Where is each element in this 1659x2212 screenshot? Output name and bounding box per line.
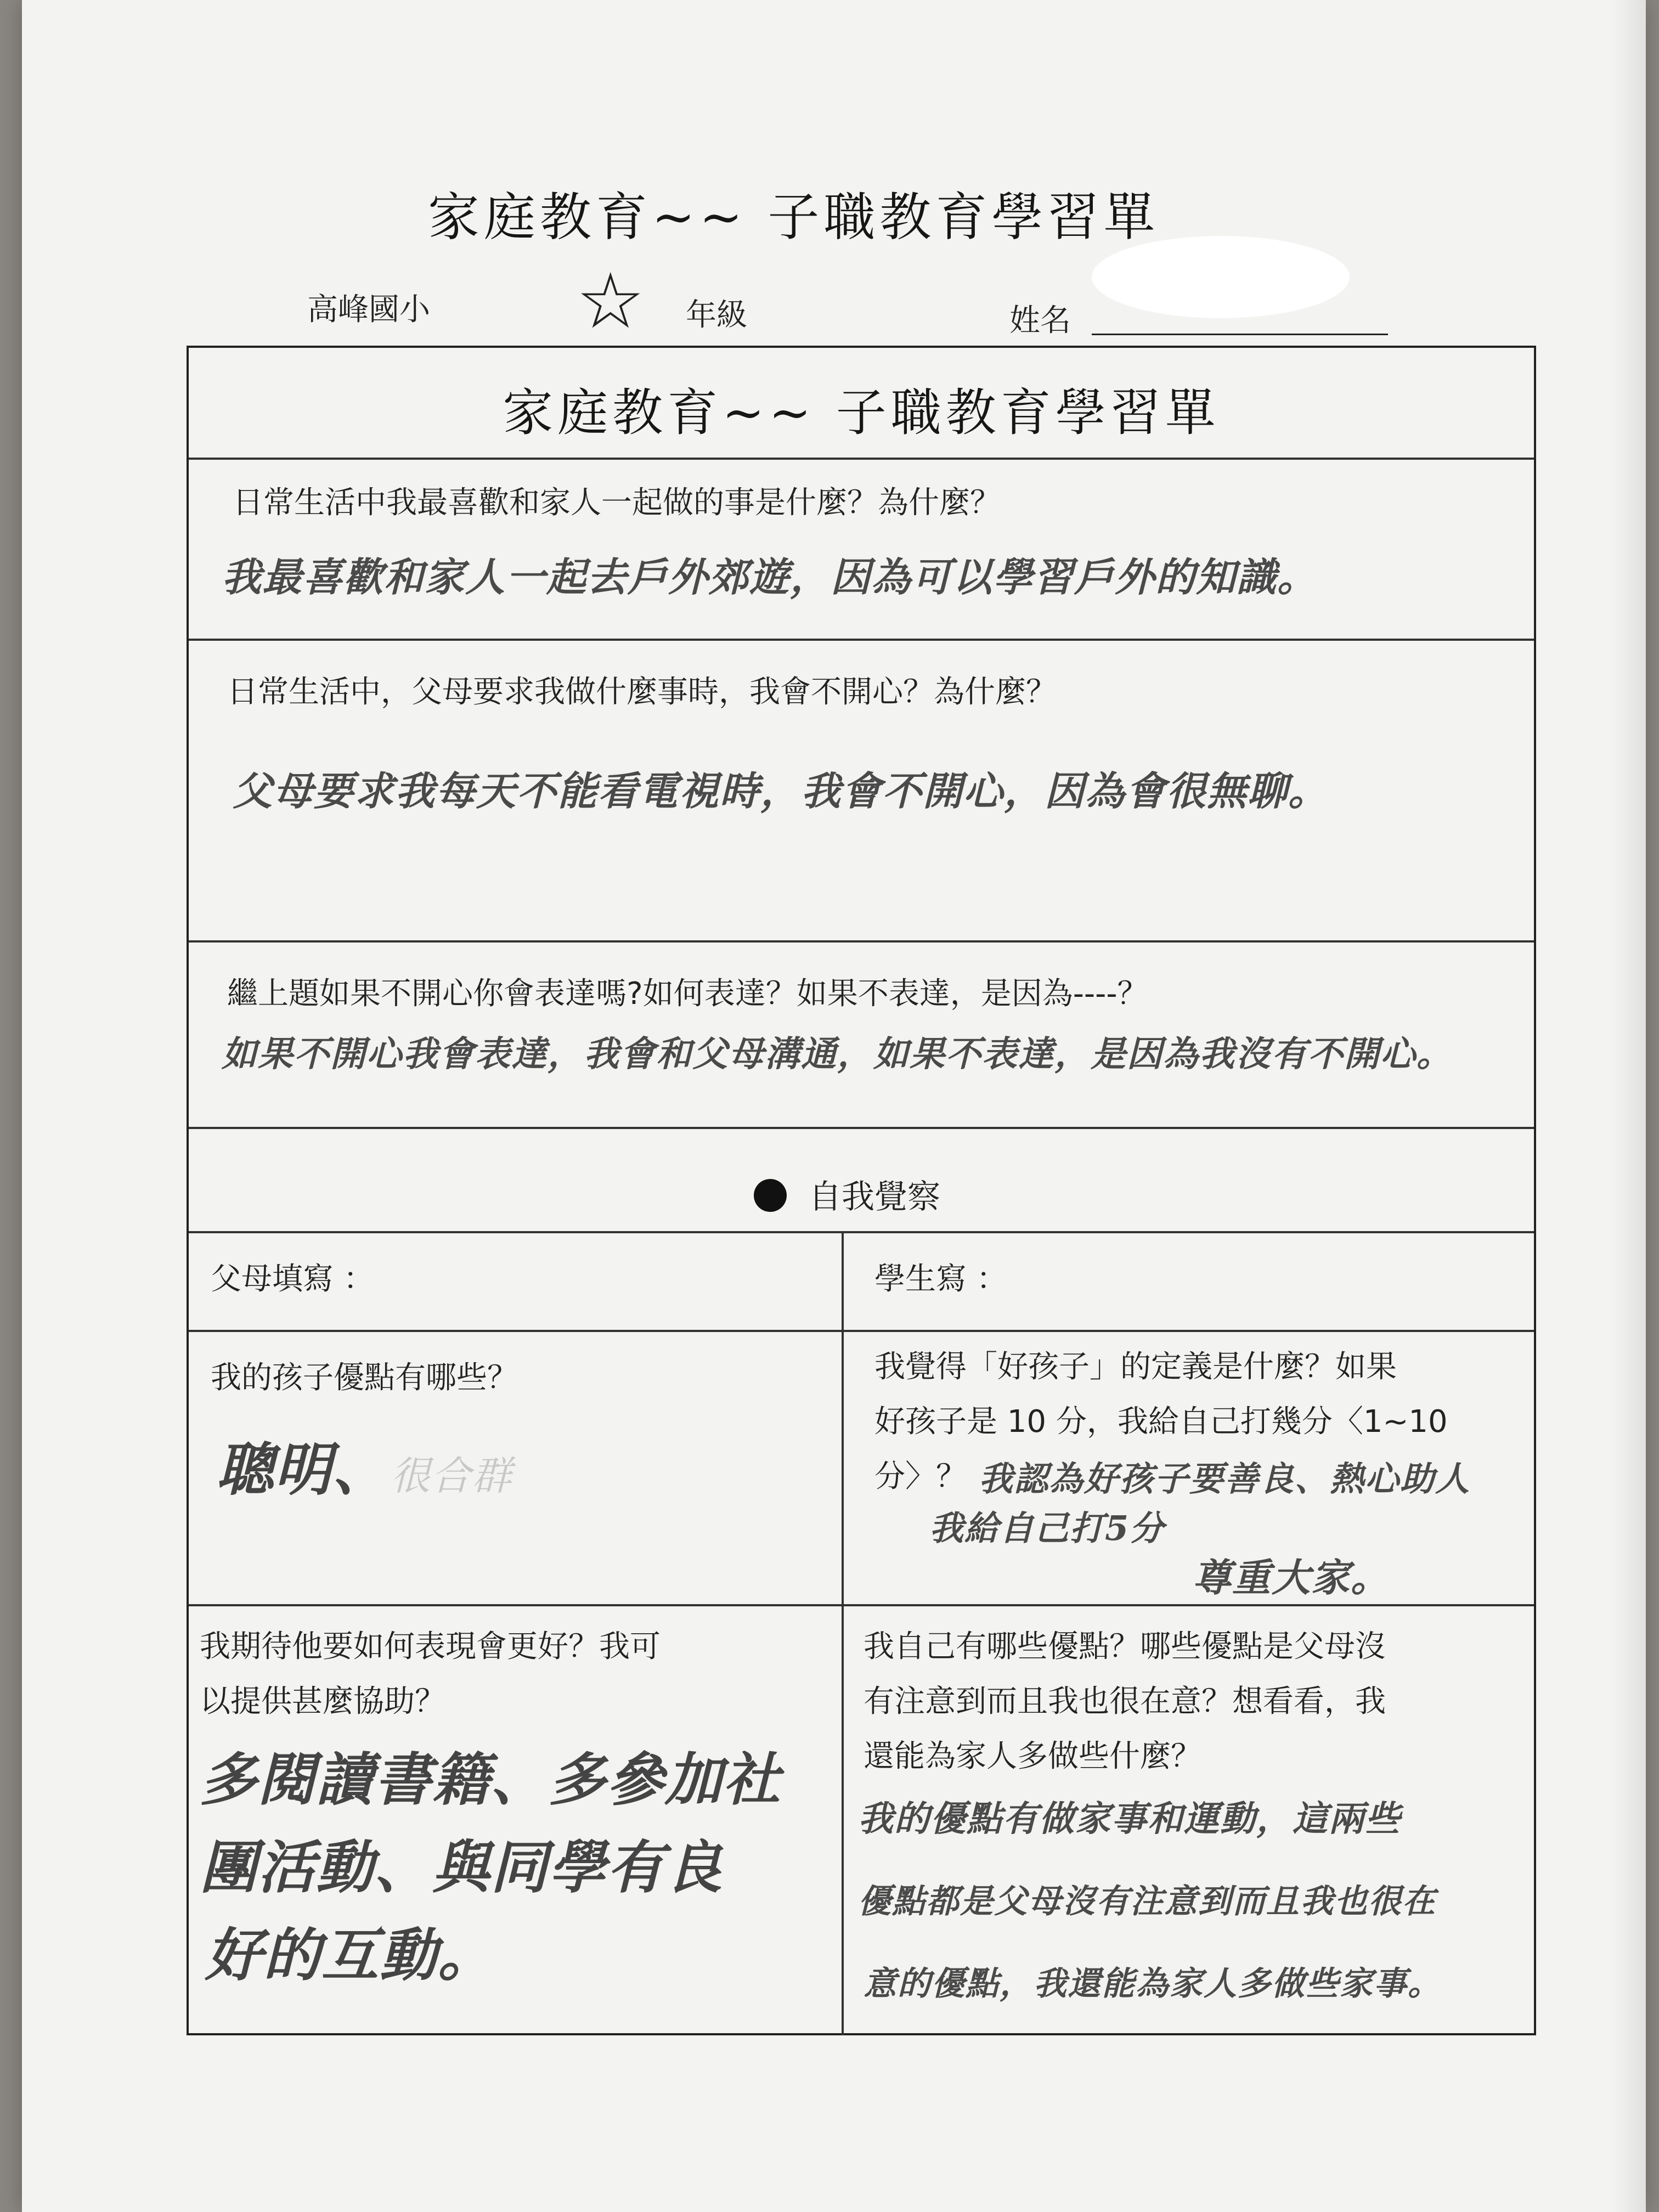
divider	[189, 1127, 1534, 1129]
student-question-2-line-2: 有注意到而且我也很在意？想看看，我	[864, 1684, 1386, 1719]
school-name: 高峰國小	[307, 292, 430, 328]
worksheet-form	[187, 346, 1536, 2035]
divider	[189, 1330, 1534, 1332]
student-header: 學生寫 ：	[874, 1261, 1007, 1297]
divider	[189, 940, 1534, 943]
student-answer-1-line-2: 我給自己打5分	[929, 1508, 1165, 1548]
divider	[189, 1604, 1534, 1606]
answer-3: 如果不開心我會表達，我會和父母溝通，如果不表達，是因為我沒有不開心。	[222, 1034, 1453, 1075]
parent-answer-1-text: 聰明、	[216, 1436, 391, 1503]
parent-answer-2-line-1: 多閱讀書籍、多參加社	[200, 1746, 782, 1813]
student-question-1-line-2: 好孩子是 10 分，我給自己打幾分〈1~10	[874, 1404, 1448, 1440]
student-question-2-line-3: 還能為家人多做些什麼？	[864, 1739, 1201, 1774]
student-answer-1-line-1: 我認為好孩子要善良、熱心助人	[979, 1459, 1471, 1499]
parent-question-2-line-2: 以提供甚麼協助？	[200, 1684, 445, 1719]
answer-2: 父母要求我每天不能看電視時，我會不開心，因為會很無聊。	[233, 768, 1329, 814]
document-title: 家庭教育~~ 子職教育學習單	[428, 188, 1160, 247]
star-icon: ☆	[576, 257, 645, 346]
answer-1: 我最喜歡和家人一起去戶外郊遊，因為可以學習戶外的知識。	[222, 554, 1318, 600]
parent-question-1: 我的孩子優點有哪些？	[211, 1360, 518, 1396]
worksheet-paper	[22, 0, 1646, 2212]
parent-header: 父母填寫 ：	[211, 1261, 374, 1297]
student-answer-2-line-3: 意的優點，我還能為家人多做些家事。	[864, 1965, 1442, 2003]
question-3: 繼上題如果不開心你會表達嗎?如何表達？如果不表達，是因為----？	[227, 976, 1148, 1012]
student-question-1-line-3: 分〉？	[874, 1459, 967, 1494]
parent-answer-1	[216, 1431, 512, 1514]
form-title: 家庭教育~~ 子職教育學習單	[503, 383, 1220, 442]
question-2: 日常生活中，父母要求我做什麼事時，我會不開心？為什麼？	[227, 674, 1057, 710]
parent-answer-1-erased: 很合群	[391, 1453, 513, 1499]
name-label: 姓名	[1009, 303, 1071, 338]
student-question-1-line-1: 我覺得「好孩子」的定義是什麼？如果	[874, 1349, 1397, 1385]
paper-edge-shadow	[1613, 0, 1646, 2212]
parent-question-2-line-1: 我期待他要如何表現會更好？我可	[200, 1629, 661, 1664]
divider	[189, 1231, 1534, 1233]
column-divider	[842, 1231, 844, 2035]
student-answer-2-line-2: 優點都是父母沒有注意到而且我也很在	[858, 1882, 1436, 1921]
student-question-2-line-1: 我自己有哪些優點？哪些優點是父母沒	[864, 1629, 1386, 1664]
student-answer-2-line-1: 我的優點有做家事和運動，這兩些	[858, 1798, 1401, 1839]
student-answer-1-line-3: 尊重大家。	[1193, 1555, 1390, 1600]
parent-answer-2-line-3: 好的互動。	[205, 1921, 496, 1989]
parent-answer-2-line-2: 團活動、與同學有良	[200, 1833, 724, 1901]
question-1: 日常生活中我最喜歡和家人一起做的事是什麼？為什麼？	[233, 485, 1001, 521]
divider	[189, 458, 1534, 460]
name-redaction	[1092, 236, 1350, 318]
divider	[189, 639, 1534, 641]
grade-label: 年級	[686, 297, 747, 333]
name-underline	[1092, 334, 1388, 335]
section-self-awareness: 自我覺察	[809, 1178, 940, 1216]
bullet-icon	[754, 1179, 787, 1212]
